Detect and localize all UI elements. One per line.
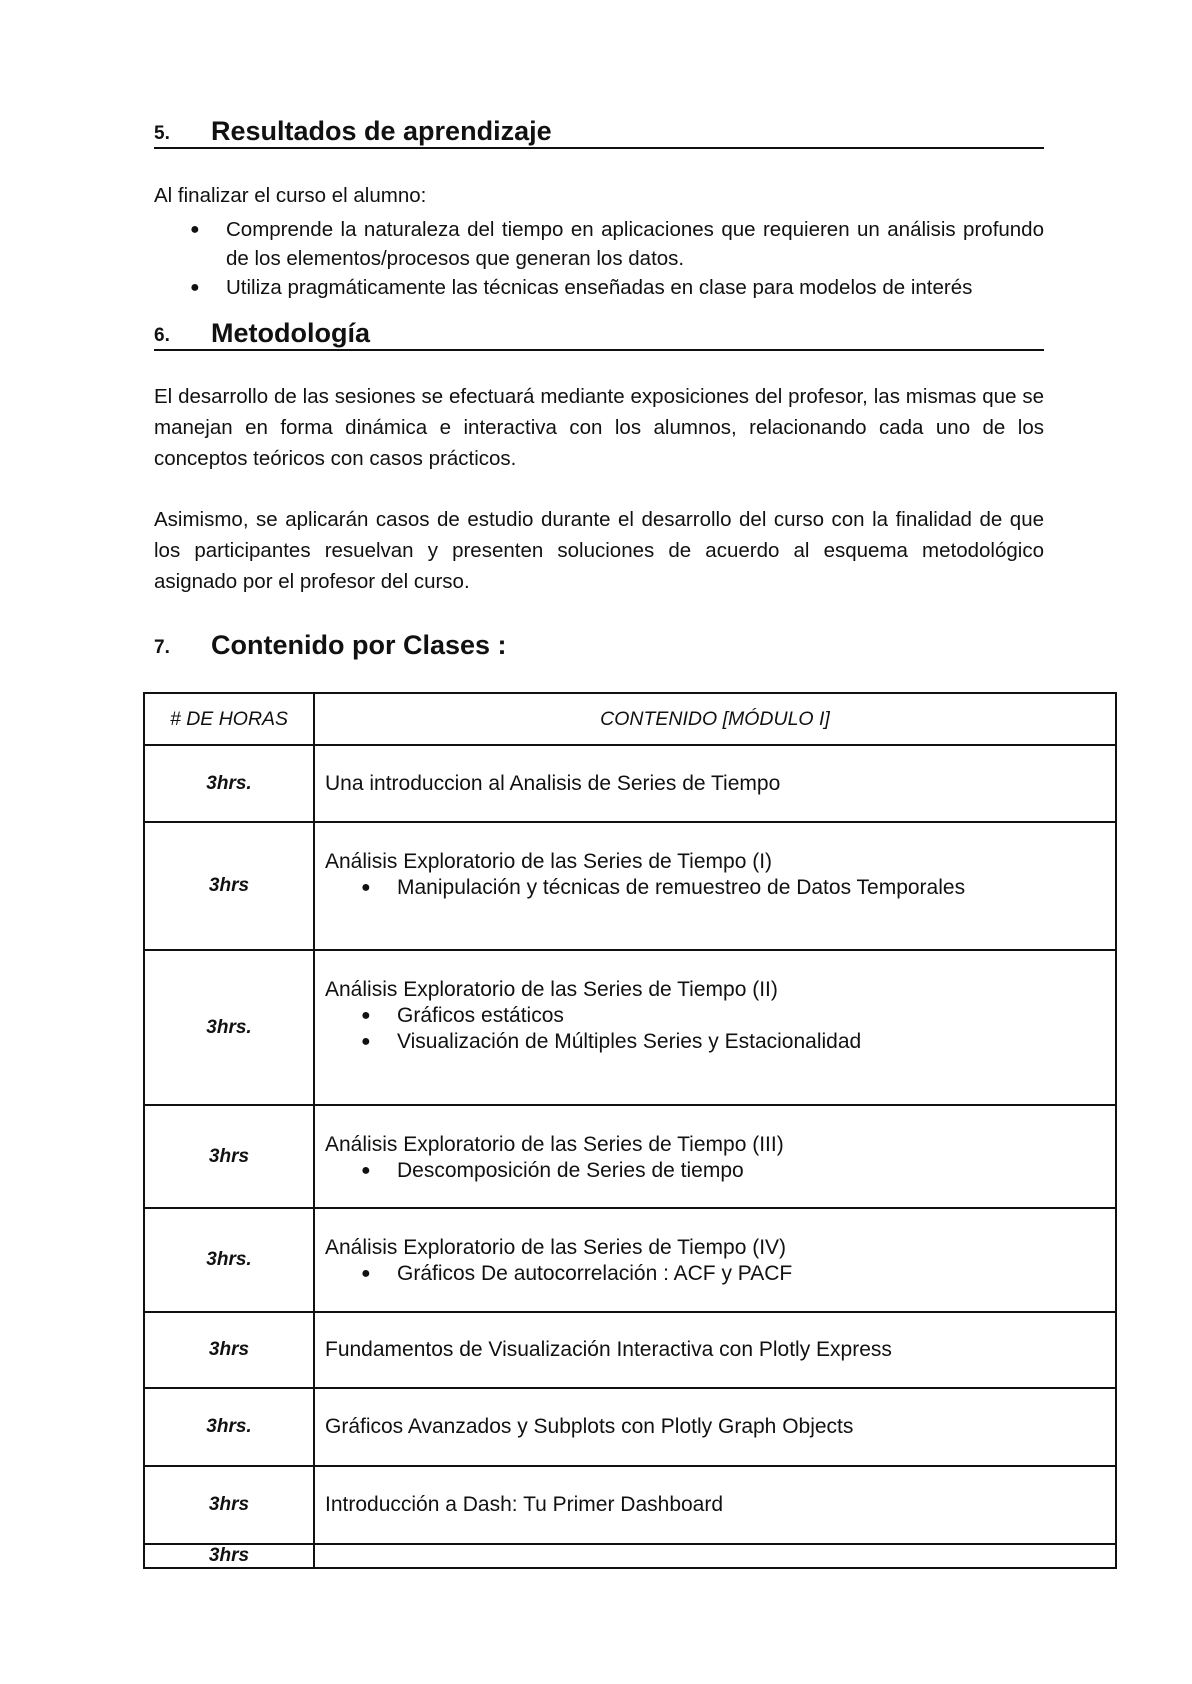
bullet-icon: ● [361,879,371,896]
list-item: ● Visualización de Múltiples Series y Estacionalidad [361,1030,862,1053]
hours-cell: 3hrs [144,1466,314,1544]
hours-cell: 3hrs [144,822,314,950]
content-cell [314,1544,1116,1568]
content-cell [314,950,1116,1105]
table-header-row [144,693,1116,745]
bullet-icon: ● [361,1007,371,1024]
section-number: 6. [154,325,170,346]
content-cell [314,745,1116,822]
row-title: Análisis Exploratorio de las Series de Tiempo (II) [325,978,778,1001]
hours-cell: 3hrs. [144,745,314,822]
row-title: Introducción a Dash: Tu Primer Dashboard [325,1493,724,1516]
content-cell [314,822,1116,950]
section-number: 5. [154,123,170,144]
list-item: ● Gráficos estáticos [361,1004,564,1027]
methodology-paragraph: El desarrollo de las sesiones se efectuará mediante exposiciones del profesor, las mismas que se manejan en forma dinámica e interactiva con los alumnos, relacionando cada uno de los conceptos teóricos con casos prácticos. [154,385,1044,470]
list-item: ● Gráficos De autocorrelación : ACF y PACF [361,1262,793,1285]
table-row [144,950,1116,1105]
list-item: ● Utiliza pragmáticamente las técnicas enseñadas en clase para modelos de interés [154,273,1044,302]
list-item: ● Manipulación y técnicas de remuestreo de Datos Temporales [361,876,966,899]
table-row [144,1388,1116,1466]
section-title: Resultados de aprendizaje [211,116,552,146]
table-row [144,745,1116,822]
section-5-intro: Al finalizar el curso el alumno: [154,184,427,207]
header-content: CONTENIDO [MÓDULO I] [314,693,1116,745]
hours-cell: 3hrs. [144,1388,314,1466]
table-row [144,1105,1116,1208]
row-title: Análisis Exploratorio de las Series de Tiempo (I) [325,850,773,873]
hours-cell: 3hrs. [144,950,314,1105]
content-cell [314,1466,1116,1544]
bullet-icon: ● [361,1033,371,1050]
row-title: Análisis Exploratorio de las Series de Tiempo (III) [325,1133,784,1156]
content-cell [314,1388,1116,1466]
section-title: Metodología [211,318,370,348]
bullet-icon: ● [361,1265,371,1282]
learning-outcomes-list [154,215,1044,302]
row-title: Análisis Exploratorio de las Series de Tiempo (IV) [325,1236,787,1259]
content-cell [314,1105,1116,1208]
bullet-icon: ● [361,1162,371,1179]
hours-cell: 3hrs [144,1544,314,1568]
methodology-paragraph: Asimismo, se aplicarán casos de estudio durante el desarrollo del curso con la finalidad de que los participantes resuelvan y presenten soluciones de acuerdo al esquema metodológico asignado por el profesor del curso. [154,508,1044,593]
hours-cell: 3hrs [144,1105,314,1208]
table-row [144,822,1116,950]
section-6-heading [154,315,1044,351]
table-row [144,1466,1116,1544]
content-cell [314,1312,1116,1388]
row-title: Gráficos Avanzados y Subplots con Plotly Graph Objects [325,1415,854,1438]
section-5-heading [154,113,1044,149]
hours-cell: 3hrs. [144,1208,314,1312]
row-title: Fundamentos de Visualización Interactiva con Plotly Express [325,1338,892,1361]
list-item: ● Comprende la naturaleza del tiempo en aplicaciones que requieren un análisis profundo de los elementos/procesos que generan los datos. [154,215,1044,273]
list-item: ● Descomposición de Series de tiempo [361,1159,744,1182]
table-row [144,1312,1116,1388]
content-cell [314,1208,1116,1312]
hours-cell: 3hrs [144,1312,314,1388]
class-content-table [143,692,1117,1569]
section-number: 7. [154,637,170,658]
section-7-heading [154,627,1044,661]
bullet-icon: ● [190,279,200,296]
table-row [144,1544,1116,1568]
bullet-icon: ● [190,221,200,238]
header-hours: # DE HORAS [144,693,314,745]
section-title: Contenido por Clases : [211,630,507,660]
row-title: Una introduccion al Analisis de Series de Tiempo [325,771,781,795]
table-row [144,1208,1116,1312]
